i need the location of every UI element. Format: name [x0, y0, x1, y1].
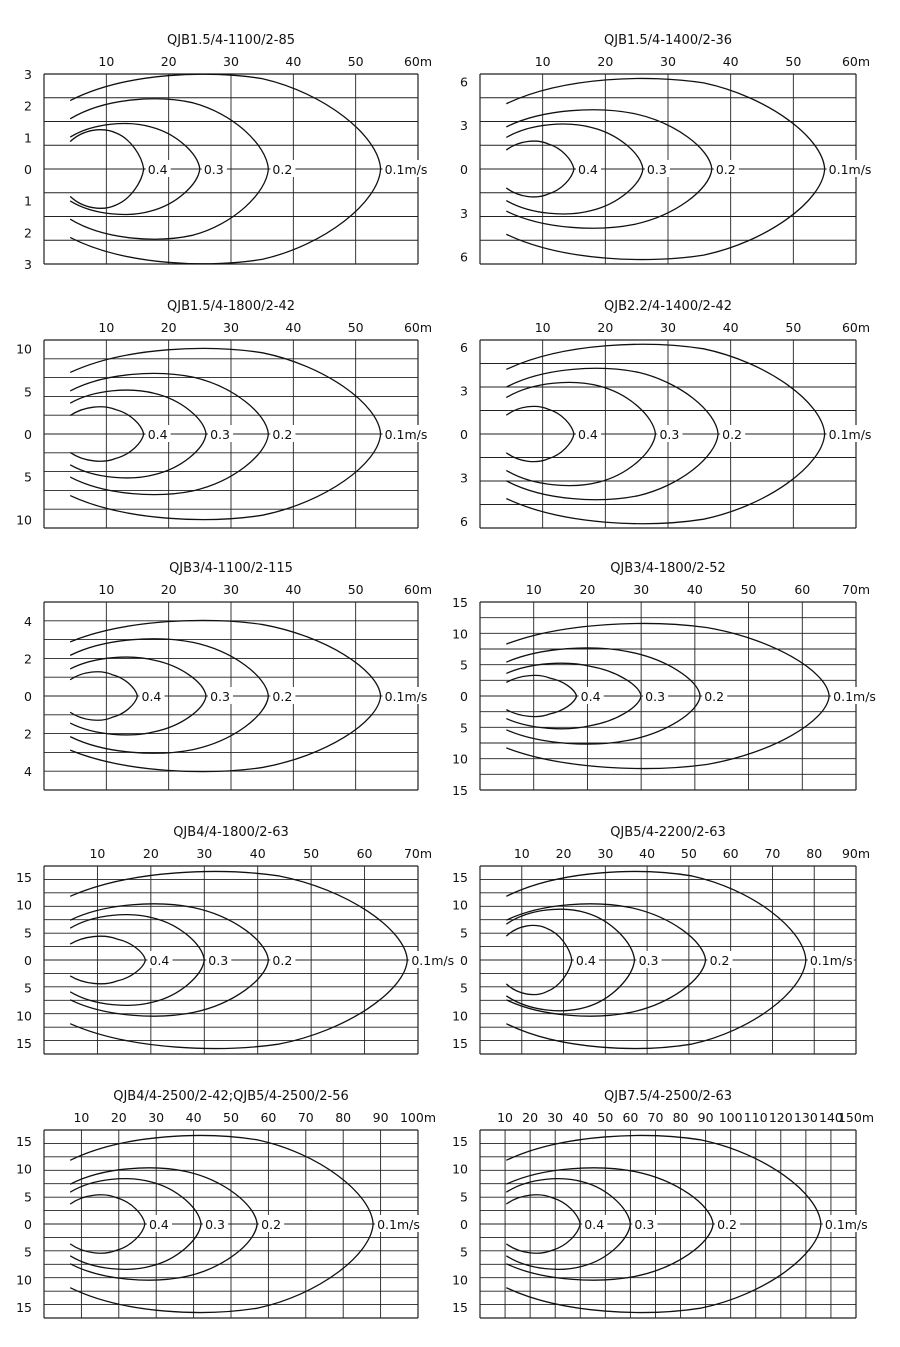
- chart-title: QJB3/4-1100/2-115: [169, 561, 293, 576]
- y-tick-label: 2: [24, 651, 32, 667]
- x-tick-label: 50: [785, 54, 802, 69]
- x-tick-label: 40: [686, 582, 703, 597]
- contour-label: 0.4: [575, 953, 596, 968]
- contour-label: 0.1m/s: [384, 689, 428, 704]
- contour-label: 0.3: [208, 953, 229, 968]
- contour-label: 0.2: [272, 953, 293, 968]
- chart-panel-8: [452, 825, 870, 1054]
- chart-title: QJB2.2/4-1400/2-42: [604, 299, 732, 314]
- contour-label: 0.4: [584, 1217, 605, 1232]
- y-tick-label: 10: [16, 1272, 32, 1288]
- contour-label: 0.3: [203, 162, 224, 177]
- y-tick-label: 3: [460, 118, 468, 134]
- x-tick-label: 10: [497, 1110, 514, 1125]
- x-tick-label: 20: [597, 320, 614, 335]
- x-tick-label: 60: [622, 1110, 639, 1125]
- y-tick-label: 5: [460, 1189, 468, 1205]
- x-tick-label: 30: [196, 846, 213, 861]
- x-tick-label: 40: [249, 846, 266, 861]
- x-tick-label: 50: [680, 846, 697, 861]
- contour-label: 0.4: [580, 689, 601, 704]
- contour-label: 0.2: [717, 1217, 738, 1232]
- contour-label: 0.1m/s: [411, 953, 455, 968]
- chart-panel-1: [24, 33, 432, 272]
- y-tick-label: 1: [24, 193, 32, 209]
- y-tick-label: 0: [24, 162, 32, 177]
- x-tick-label: 10: [513, 846, 530, 861]
- contour-label: 0.3: [659, 427, 680, 442]
- x-tick-label: 60m: [403, 582, 433, 597]
- y-tick-label: 15: [16, 1299, 32, 1315]
- contour-label: 0.4: [141, 689, 162, 704]
- y-tick-label: 0: [460, 953, 468, 968]
- x-tick-label: 30: [660, 54, 676, 69]
- y-tick-label: 5: [460, 925, 468, 941]
- contour-label: 0.1m/s: [833, 689, 876, 704]
- x-tick-label: 50: [303, 846, 320, 861]
- x-tick-label: 60m: [403, 54, 433, 69]
- y-tick-label: 3: [460, 383, 468, 399]
- x-tick-label: 30: [633, 582, 650, 597]
- y-tick-label: 0: [24, 953, 32, 968]
- x-tick-label: 20: [579, 582, 596, 597]
- contour-label: 0.1m/s: [377, 1217, 420, 1232]
- y-tick-label: 0: [460, 427, 468, 442]
- contour-label: 0.2: [722, 427, 743, 442]
- contour-label: 0.4: [147, 427, 168, 442]
- y-tick-label: 6: [460, 340, 468, 356]
- x-tick-label: 50: [347, 582, 364, 597]
- x-tick-label: 60m: [841, 320, 871, 335]
- x-tick-label: 130: [793, 1110, 818, 1125]
- x-tick-label: 60: [722, 846, 739, 861]
- y-tick-label: 0: [460, 1217, 468, 1232]
- y-tick-label: 10: [452, 1161, 468, 1177]
- chart-panel-10: [452, 1089, 874, 1318]
- y-tick-label: 15: [452, 783, 468, 798]
- x-tick-label: 70m: [841, 582, 871, 597]
- x-tick-label: 50: [740, 582, 757, 597]
- y-tick-label: 10: [452, 626, 468, 642]
- contour-label: 0.3: [646, 162, 667, 177]
- y-tick-label: 2: [24, 98, 32, 114]
- x-tick-label: 50: [597, 1110, 614, 1125]
- contour-label: 0.3: [634, 1217, 655, 1232]
- y-tick-label: 6: [460, 249, 468, 265]
- y-tick-label: 5: [24, 925, 32, 941]
- x-tick-label: 60: [260, 1110, 277, 1125]
- chart-panel-3: [16, 299, 432, 528]
- x-tick-label: 100: [718, 1110, 743, 1125]
- y-tick-label: 10: [452, 1008, 468, 1024]
- y-tick-label: 2: [24, 225, 32, 241]
- x-tick-label: 110: [743, 1110, 768, 1125]
- contour-label: 0.4: [578, 162, 598, 177]
- y-tick-label: 15: [16, 1035, 32, 1051]
- y-tick-label: 5: [24, 980, 32, 996]
- contour-label: 0.3: [210, 427, 230, 442]
- y-tick-label: 10: [16, 897, 32, 913]
- x-tick-label: 40: [722, 54, 739, 69]
- x-tick-label: 30: [223, 54, 239, 69]
- contour-label: 0.1m/s: [824, 1217, 868, 1232]
- x-tick-label: 50: [223, 1110, 239, 1125]
- x-tick-label: 20: [160, 582, 177, 597]
- contour-label: 0.1m/s: [384, 427, 428, 442]
- x-tick-label: 10: [98, 54, 115, 69]
- x-tick-label: 70m: [403, 846, 433, 861]
- x-tick-label: 10: [98, 320, 115, 335]
- x-tick-label: 150m: [837, 1110, 875, 1125]
- y-tick-label: 4: [24, 764, 32, 780]
- x-tick-label: 140: [819, 1110, 843, 1125]
- x-tick-label: 10: [73, 1110, 90, 1125]
- contour-label: 0.3: [638, 953, 659, 968]
- x-tick-label: 80: [806, 846, 823, 861]
- x-tick-label: 30: [223, 582, 239, 597]
- x-tick-label: 120: [768, 1110, 793, 1125]
- chart-title: QJB4/4-2500/2-42;QJB5/4-2500/2-56: [113, 1089, 349, 1104]
- chart-title: QJB5/4-2200/2-63: [610, 825, 726, 840]
- y-tick-label: 10: [452, 897, 468, 913]
- y-tick-label: 5: [460, 1244, 468, 1260]
- x-tick-label: 10: [98, 582, 115, 597]
- x-tick-label: 60: [356, 846, 373, 861]
- contour-label: 0.2: [704, 689, 725, 704]
- x-tick-label: 20: [142, 846, 159, 861]
- y-tick-label: 1: [24, 130, 32, 146]
- contour-label: 0.1m/s: [809, 953, 853, 968]
- y-tick-label: 10: [16, 1008, 32, 1024]
- x-tick-label: 30: [223, 320, 239, 335]
- x-tick-label: 10: [534, 320, 551, 335]
- chart-panel-9: [16, 1089, 436, 1318]
- contour-label: 0.4: [148, 1217, 169, 1232]
- y-tick-label: 3: [24, 257, 32, 272]
- y-tick-label: 10: [452, 1272, 468, 1288]
- y-tick-label: 15: [452, 1299, 468, 1315]
- x-tick-label: 80: [672, 1110, 689, 1125]
- y-tick-label: 5: [24, 384, 32, 400]
- contour-label: 0.2: [715, 162, 736, 177]
- x-tick-label: 40: [572, 1110, 589, 1125]
- contour-label: 0.3: [645, 689, 666, 704]
- chart-title: QJB1.5/4-1400/2-36: [604, 33, 732, 48]
- chart-title: QJB1.5/4-1800/2-42: [167, 299, 295, 314]
- x-tick-label: 30: [660, 320, 676, 335]
- y-tick-label: 3: [460, 205, 468, 221]
- y-tick-label: 15: [16, 870, 32, 886]
- y-tick-label: 4: [24, 613, 32, 629]
- contour-label: 0.2: [261, 1217, 282, 1232]
- x-tick-label: 20: [160, 320, 177, 335]
- contour-label: 0.4: [149, 953, 170, 968]
- y-tick-label: 0: [24, 427, 32, 442]
- x-tick-label: 20: [160, 54, 177, 69]
- x-tick-label: 20: [522, 1110, 539, 1125]
- y-tick-label: 0: [460, 162, 468, 177]
- x-tick-label: 30: [597, 846, 614, 861]
- contour-label: 0.2: [272, 427, 293, 442]
- y-tick-label: 10: [16, 512, 32, 528]
- chart-panel-2: [460, 33, 873, 265]
- y-tick-label: 10: [16, 341, 32, 357]
- x-tick-label: 40: [285, 54, 302, 69]
- contour-label: 0.1m/s: [828, 162, 872, 177]
- x-tick-label: 70: [764, 846, 781, 861]
- chart-title: QJB7.5/4-2500/2-63: [604, 1089, 732, 1104]
- x-tick-label: 40: [285, 582, 302, 597]
- x-tick-label: 70: [297, 1110, 314, 1125]
- y-tick-label: 3: [24, 67, 32, 82]
- y-tick-label: 15: [16, 1134, 32, 1150]
- y-tick-label: 5: [460, 720, 468, 736]
- y-tick-label: 5: [24, 1189, 32, 1205]
- y-tick-label: 3: [460, 470, 468, 486]
- y-tick-label: 15: [452, 870, 468, 886]
- y-tick-label: 6: [460, 513, 468, 529]
- y-tick-label: 0: [24, 1217, 32, 1232]
- contour-label: 0.1m/s: [384, 162, 428, 177]
- chart-panel-6: [452, 561, 877, 798]
- y-tick-label: 5: [24, 1244, 32, 1260]
- chart-title: QJB4/4-1800/2-63: [173, 825, 289, 840]
- y-tick-label: 10: [452, 751, 468, 767]
- x-tick-label: 50: [347, 54, 364, 69]
- chart-panel-5: [24, 561, 432, 790]
- x-tick-label: 90: [372, 1110, 389, 1125]
- contour-label: 0.1m/s: [828, 427, 872, 442]
- x-tick-label: 80: [335, 1110, 352, 1125]
- chart-title: QJB1.5/4-1100/2-85: [167, 33, 295, 48]
- chart-panel-7: [16, 825, 455, 1054]
- x-tick-label: 50: [785, 320, 802, 335]
- x-tick-label: 40: [639, 846, 656, 861]
- y-tick-label: 15: [452, 1035, 468, 1051]
- x-tick-label: 90m: [841, 846, 871, 861]
- chart-title: QJB3/4-1800/2-52: [610, 561, 726, 576]
- y-tick-label: 15: [452, 1134, 468, 1150]
- y-tick-label: 5: [460, 980, 468, 996]
- x-tick-label: 70: [647, 1110, 664, 1125]
- y-tick-label: 5: [24, 469, 32, 485]
- x-tick-label: 40: [185, 1110, 202, 1125]
- x-tick-label: 40: [285, 320, 302, 335]
- y-tick-label: 0: [460, 689, 468, 704]
- y-tick-label: 0: [24, 689, 32, 704]
- x-tick-label: 10: [534, 54, 551, 69]
- x-tick-label: 40: [722, 320, 739, 335]
- x-tick-label: 10: [525, 582, 542, 597]
- x-tick-label: 60m: [403, 320, 433, 335]
- contour-label: 0.2: [709, 953, 730, 968]
- x-tick-label: 90: [697, 1110, 714, 1125]
- contour-label: 0.2: [272, 162, 293, 177]
- y-tick-label: 2: [24, 726, 32, 742]
- chart-panel-4: [460, 299, 873, 529]
- contour-label: 0.4: [147, 162, 168, 177]
- contour-label: 0.2: [272, 689, 293, 704]
- x-tick-label: 60m: [841, 54, 871, 69]
- y-tick-label: 10: [16, 1161, 32, 1177]
- x-tick-label: 20: [110, 1110, 127, 1125]
- contour-label: 0.3: [210, 689, 230, 704]
- x-tick-label: 100m: [399, 1110, 437, 1125]
- contour-label: 0.3: [205, 1217, 225, 1232]
- x-tick-label: 30: [547, 1110, 564, 1125]
- y-tick-label: 15: [452, 595, 468, 610]
- x-tick-label: 20: [597, 54, 614, 69]
- y-tick-label: 5: [460, 657, 468, 673]
- x-tick-label: 30: [148, 1110, 165, 1125]
- x-tick-label: 10: [89, 846, 106, 861]
- x-tick-label: 60: [794, 582, 811, 597]
- y-tick-label: 6: [460, 74, 468, 90]
- x-tick-label: 50: [347, 320, 364, 335]
- x-tick-label: 20: [555, 846, 572, 861]
- contour-label: 0.4: [578, 427, 598, 442]
